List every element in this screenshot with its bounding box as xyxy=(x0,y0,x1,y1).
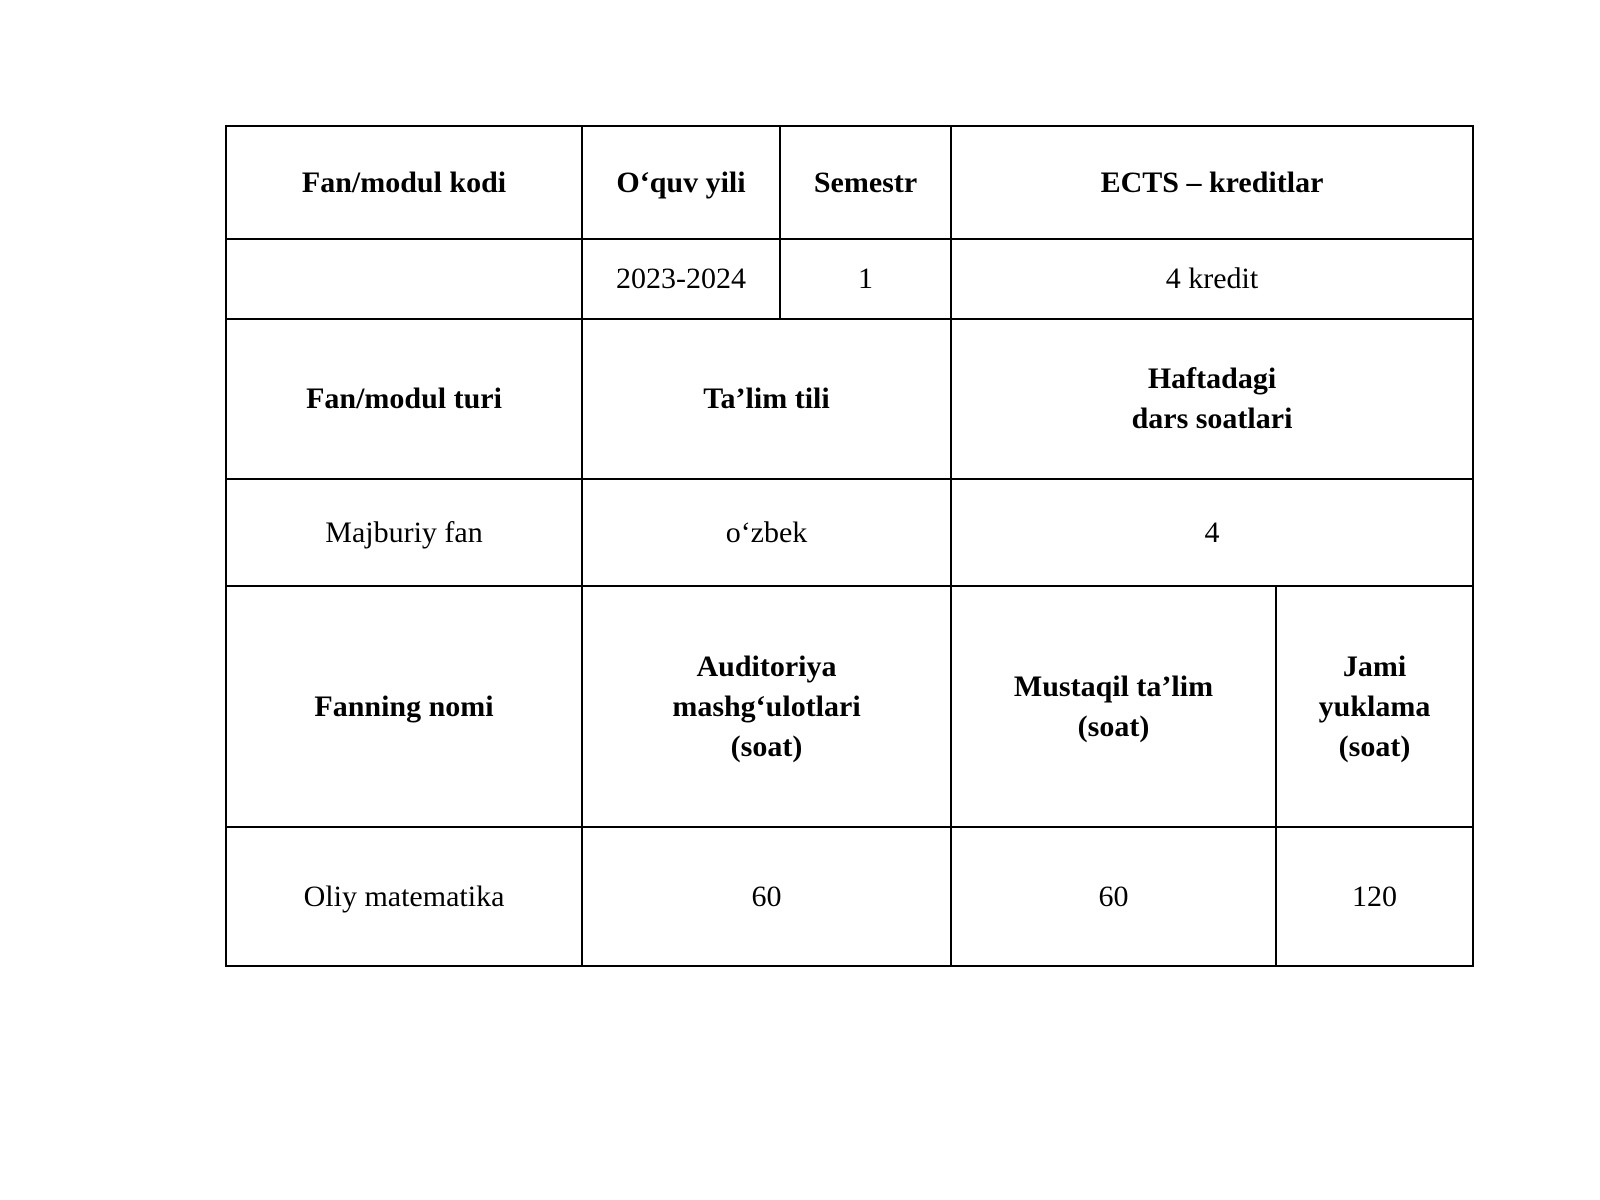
language-header: Ta’lim tili xyxy=(582,319,951,479)
semester-value: 1 xyxy=(780,239,951,319)
weekly-hours-value: 4 xyxy=(951,479,1473,586)
syllabus-table xyxy=(225,125,1474,967)
ects-credits-header: ECTS – kreditlar xyxy=(951,126,1473,239)
classroom-hours-value: 60 xyxy=(582,827,951,966)
table-row xyxy=(226,827,1473,966)
independent-study-value: 60 xyxy=(951,827,1276,966)
academic-year-value: 2023-2024 xyxy=(582,239,780,319)
table-row xyxy=(226,479,1473,586)
total-load-header: Jami yuklama (soat) xyxy=(1276,586,1473,827)
total-load-value: 120 xyxy=(1276,827,1473,966)
table-row xyxy=(226,319,1473,479)
table-row xyxy=(226,126,1473,239)
independent-study-header: Mustaqil ta’lim (soat) xyxy=(951,586,1276,827)
module-type-header: Fan/modul turi xyxy=(226,319,582,479)
module-type-value: Majburiy fan xyxy=(226,479,582,586)
subject-name-header: Fanning nomi xyxy=(226,586,582,827)
classroom-hours-header: Auditoriya mashg‘ulotlari (soat) xyxy=(582,586,951,827)
module-code-header: Fan/modul kodi xyxy=(226,126,582,239)
module-code-value xyxy=(226,239,582,319)
table-row xyxy=(226,239,1473,319)
academic-year-header: O‘quv yili xyxy=(582,126,780,239)
semester-header: Semestr xyxy=(780,126,951,239)
weekly-hours-header: Haftadagi dars soatlari xyxy=(951,319,1473,479)
table-row xyxy=(226,586,1473,827)
language-value: o‘zbek xyxy=(582,479,951,586)
subject-name-value: Oliy matematika xyxy=(226,827,582,966)
ects-credits-value: 4 kredit xyxy=(951,239,1473,319)
